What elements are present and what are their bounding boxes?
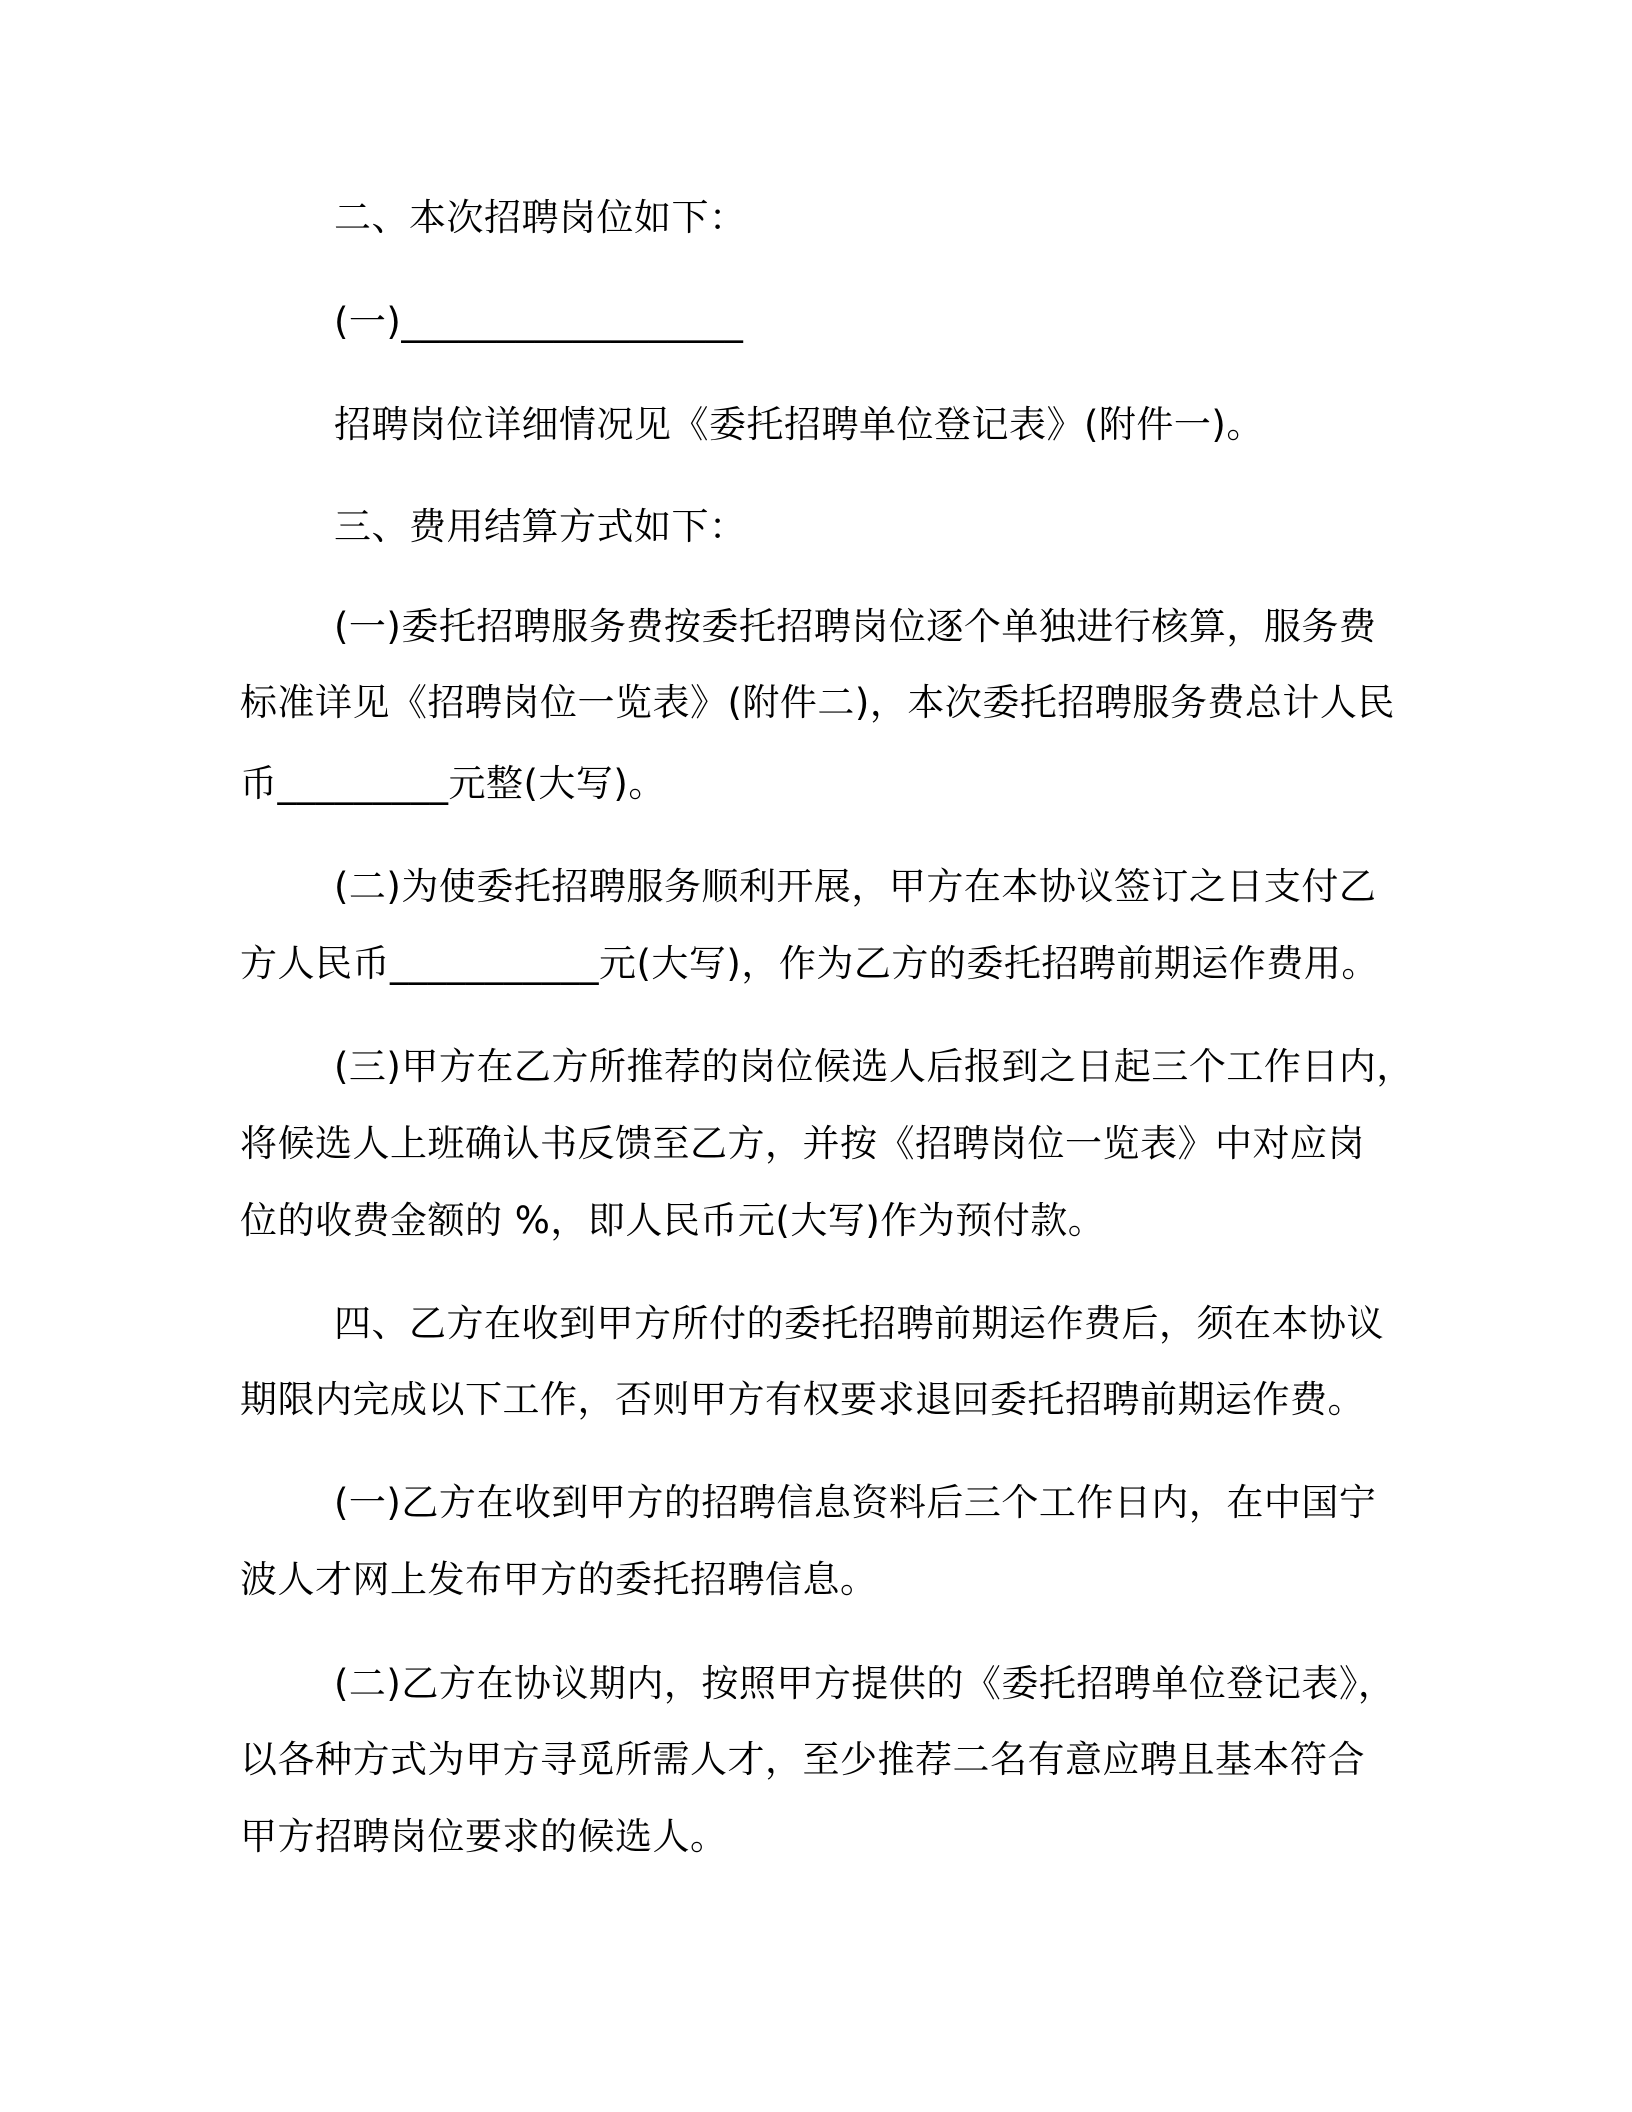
- paragraph-line: 期限内完成以下工作，否则甲方有权要求退回委托招聘前期运作费。: [240, 1378, 1365, 1421]
- paragraph-line: 位的收费金额的 %，即人民币元(大写)作为预付款。: [240, 1199, 1106, 1242]
- paragraph-line: 将候选人上班确认书反馈至乙方，并按《招聘岗位一览表》中对应岗: [240, 1122, 1365, 1165]
- heading-section-3: 三、费用结算方式如下：: [334, 505, 747, 548]
- paragraph-line: (一)委托招聘服务费按委托招聘岗位逐个单独进行核算，服务费: [334, 605, 1377, 648]
- paragraph-line: (二)乙方在协议期内，按照甲方提供的《委托招聘单位登记表》，: [334, 1662, 1396, 1705]
- paragraph-line: 以各种方式为甲方寻觅所需人才，至少推荐二名有意应聘且基本符合: [240, 1738, 1365, 1781]
- paragraph-line: 方人民币___________元(大写)，作为乙方的委托招聘前期运作费用。: [240, 942, 1379, 985]
- position-blank-line: (一)__________________: [334, 300, 744, 343]
- paragraph-line: 甲方招聘岗位要求的候选人。: [240, 1815, 728, 1858]
- paragraph-line: (一)乙方在收到甲方的招聘信息资料后三个工作日内，在中国宁: [334, 1481, 1377, 1524]
- paragraph-line: 币_________元整(大写)。: [240, 762, 666, 805]
- paragraph-line: 波人才网上发布甲方的委托招聘信息。: [240, 1558, 878, 1601]
- paragraph-line: 招聘岗位详细情况见《委托招聘单位登记表》(附件一)。: [334, 403, 1264, 446]
- paragraph-line: (三)甲方在乙方所推荐的岗位候选人后报到之日起三个工作日内，: [334, 1045, 1414, 1088]
- paragraph-line: 标准详见《招聘岗位一览表》(附件二)，本次委托招聘服务费总计人民: [240, 681, 1395, 724]
- paragraph-line: (二)为使委托招聘服务顺利开展，甲方在本协议签订之日支付乙: [334, 865, 1377, 908]
- heading-section-2: 二、本次招聘岗位如下：: [334, 196, 747, 239]
- heading-section-4: 四、乙方在收到甲方所付的委托招聘前期运作费后，须在本协议: [334, 1302, 1384, 1345]
